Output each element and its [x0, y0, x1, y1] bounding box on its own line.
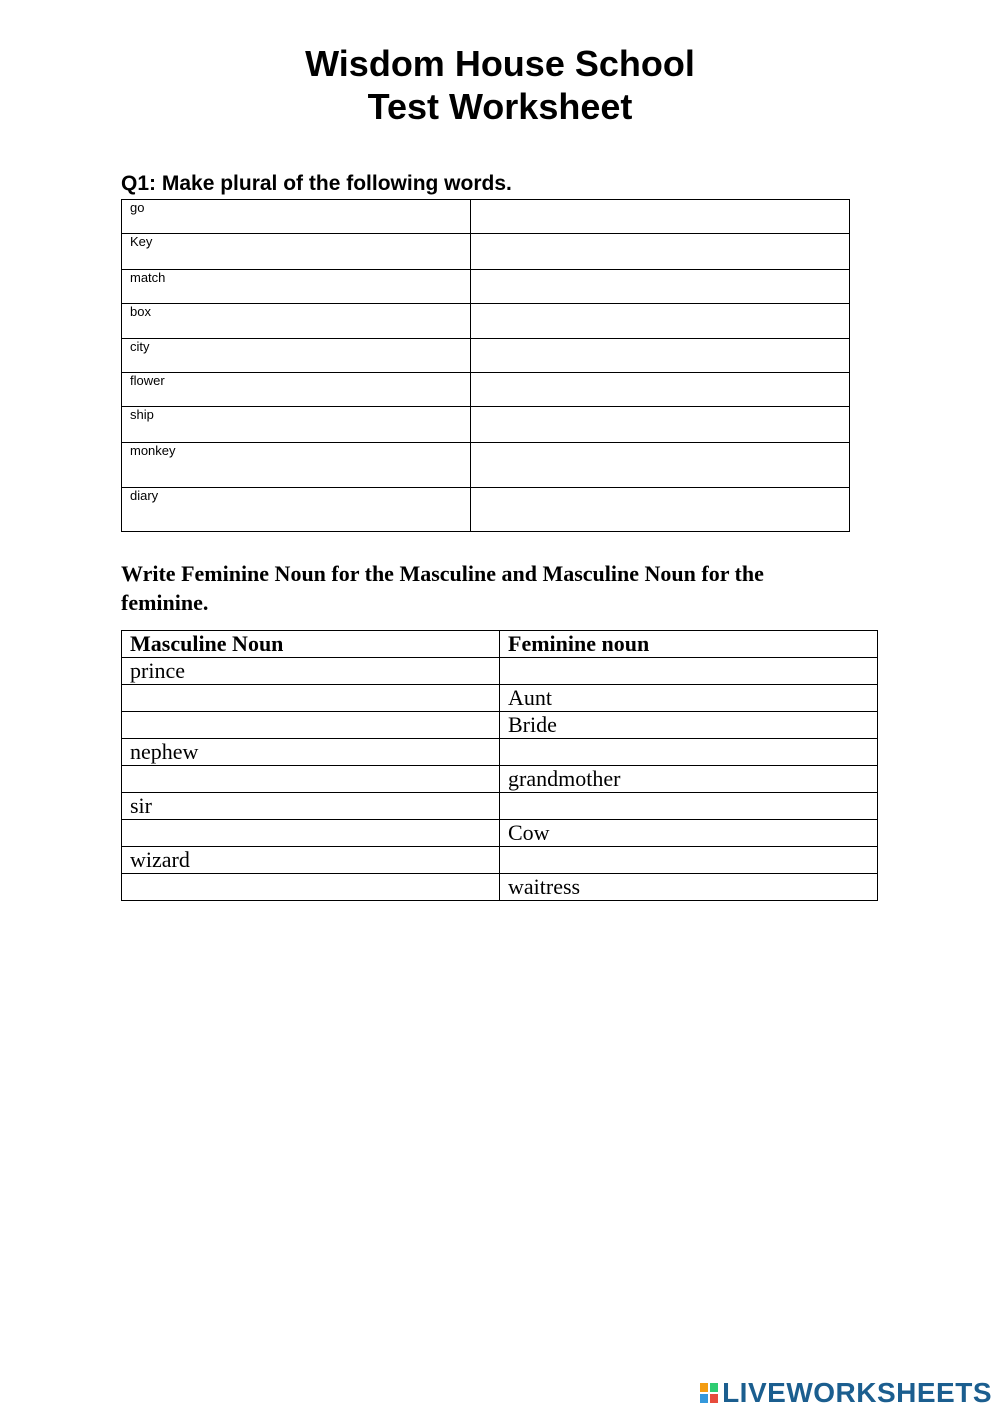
masculine-answer-field[interactable]: [122, 820, 500, 847]
table-row: [122, 658, 878, 685]
answer-field[interactable]: [471, 304, 850, 339]
worksheet-title: Test Worksheet: [367, 86, 633, 127]
table-row: [122, 712, 878, 739]
feminine-answer-field[interactable]: [500, 793, 878, 820]
table-row: [122, 488, 850, 532]
table-row: [122, 200, 850, 234]
word-cell: Key: [122, 234, 471, 270]
feminine-answer-field[interactable]: [500, 847, 878, 874]
q2-heading: Write Feminine Noun for the Masculine and Masculine Noun for the feminine.: [121, 561, 764, 615]
answer-field[interactable]: [471, 443, 850, 488]
feminine-cell: Bride: [500, 712, 878, 739]
masculine-answer-field[interactable]: [122, 712, 500, 739]
table-row: [122, 270, 850, 304]
word-cell: box: [122, 304, 471, 339]
answer-field[interactable]: [471, 373, 850, 407]
word-cell: flower: [122, 373, 471, 407]
word-cell: go: [122, 200, 471, 234]
plural-table: [121, 199, 850, 532]
table-row: [122, 407, 850, 443]
liveworksheets-logo-text: LIVEWORKSHEETS: [722, 1377, 992, 1408]
table-row: [122, 685, 878, 712]
masculine-cell: wizard: [122, 847, 500, 874]
feminine-answer-field[interactable]: [500, 739, 878, 766]
table-row: [122, 304, 850, 339]
table-row: [122, 793, 878, 820]
table-row: [122, 443, 850, 488]
header-row: [122, 631, 878, 658]
feminine-column-header: Feminine noun: [500, 631, 878, 658]
answer-field[interactable]: [471, 200, 850, 234]
answer-field[interactable]: [471, 488, 850, 532]
answer-field[interactable]: [471, 270, 850, 304]
school-title: Wisdom House School: [305, 43, 695, 84]
answer-field[interactable]: [471, 339, 850, 373]
liveworksheets-logo-icon: [699, 1382, 719, 1404]
feminine-cell: grandmother: [500, 766, 878, 793]
masculine-cell: prince: [122, 658, 500, 685]
liveworksheets-logo: [699, 1379, 992, 1407]
table-row: [122, 373, 850, 407]
gender-table: [121, 630, 878, 901]
word-cell: ship: [122, 407, 471, 443]
answer-field[interactable]: [471, 407, 850, 443]
table-row: [122, 874, 878, 901]
q1-heading: Q1: Make plural of the following words.: [121, 172, 512, 195]
table-row: [122, 766, 878, 793]
masculine-cell: sir: [122, 793, 500, 820]
answer-field[interactable]: [471, 234, 850, 270]
table-row: [122, 820, 878, 847]
feminine-answer-field[interactable]: [500, 658, 878, 685]
masculine-answer-field[interactable]: [122, 874, 500, 901]
word-cell: match: [122, 270, 471, 304]
table-row: [122, 234, 850, 270]
table-row: [122, 847, 878, 874]
feminine-cell: waitress: [500, 874, 878, 901]
word-cell: city: [122, 339, 471, 373]
feminine-cell: Cow: [500, 820, 878, 847]
masculine-cell: nephew: [122, 739, 500, 766]
table-row: [122, 739, 878, 766]
feminine-cell: Aunt: [500, 685, 878, 712]
table-row: [122, 339, 850, 373]
word-cell: diary: [122, 488, 471, 532]
masculine-column-header: Masculine Noun: [122, 631, 500, 658]
word-cell: monkey: [122, 443, 471, 488]
masculine-answer-field[interactable]: [122, 766, 500, 793]
masculine-answer-field[interactable]: [122, 685, 500, 712]
